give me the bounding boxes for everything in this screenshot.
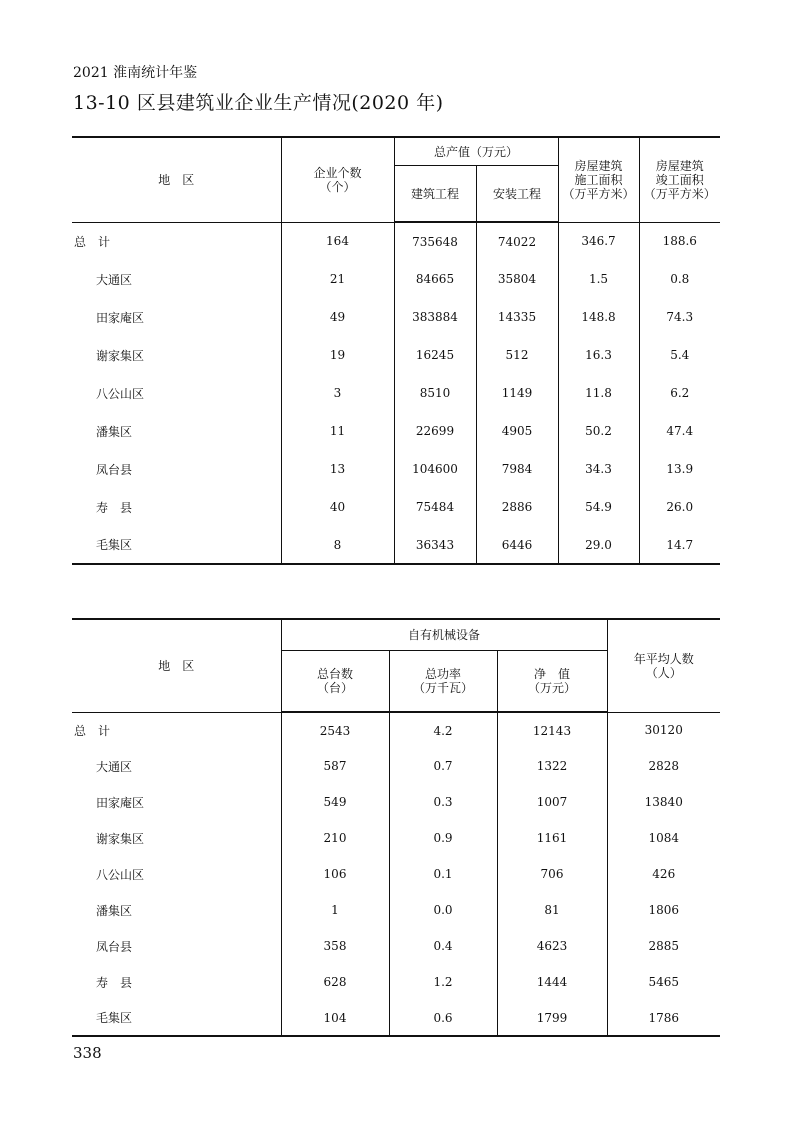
installation-value-cell: 7984: [476, 450, 558, 488]
average-staff-cell: 1084: [607, 820, 720, 856]
table-row: [72, 526, 720, 564]
total-power-cell: 0.9: [389, 820, 497, 856]
table-row: [72, 298, 720, 336]
construction-value-cell: 16245: [394, 336, 476, 374]
total-power-cell: 0.1: [389, 856, 497, 892]
enterprise-count-cell: 164: [281, 222, 394, 260]
page-number: 338: [73, 1044, 102, 1062]
net-value-cell: 1444: [497, 964, 607, 1000]
region-cell: 毛集区: [72, 1000, 281, 1036]
region-cell: 总 计: [74, 234, 111, 249]
construction-output-table: [72, 136, 720, 565]
machinery-equipment-table-body: [72, 712, 720, 1036]
table-row: [72, 784, 720, 820]
equipment-group-header: 自有机械设备: [281, 619, 607, 651]
total-units-cell: 628: [281, 964, 389, 1000]
total-units-cell: 587: [281, 748, 389, 784]
region-cell: 八公山区: [96, 386, 145, 401]
installation-value-cell: 512: [476, 336, 558, 374]
table-row: [72, 964, 720, 1000]
completed-area-cell: 13.9: [639, 450, 720, 488]
table-row: [72, 820, 720, 856]
total-power-cell: 0.4: [389, 928, 497, 964]
region-cell: 田家庵区: [96, 310, 145, 325]
region-cell: 潘集区: [96, 424, 133, 439]
installation-value-cell: 35804: [476, 260, 558, 298]
building-area-completed-header: 房屋建筑 竣工面积 （万平方米）: [639, 137, 720, 222]
table-row: [72, 748, 720, 784]
region-cell: 总 计: [74, 723, 111, 738]
completed-area-cell: 6.2: [639, 374, 720, 412]
average-staff-cell: 426: [607, 856, 720, 892]
table-row: [72, 892, 720, 928]
region-cell: 谢家集区: [96, 348, 145, 363]
total-units-cell: 549: [281, 784, 389, 820]
total-power-cell: 0.6: [389, 1000, 497, 1036]
net-value-cell: 1007: [497, 784, 607, 820]
region-cell: 八公山区: [96, 867, 145, 882]
average-staff-cell: 2885: [607, 928, 720, 964]
enterprise-count-header: 企业个数 （个）: [281, 137, 394, 222]
average-staff-cell: 5465: [607, 964, 720, 1000]
total-units-cell: 104: [281, 1000, 389, 1036]
installation-value-cell: 2886: [476, 488, 558, 526]
construction-output-table-body: [72, 222, 720, 564]
under-construction-area-cell: 34.3: [558, 450, 639, 488]
average-staff-cell: 1806: [607, 892, 720, 928]
region-cell: 毛集区: [72, 526, 281, 564]
average-staff-header: 年平均人数 （人）: [607, 619, 720, 712]
net-value-header: 净 值 （万元）: [497, 651, 607, 713]
table-title: 13-10 区县建筑业企业生产情况(2020 年): [73, 92, 444, 114]
region-cell: 潘集区: [96, 903, 133, 918]
installation-works-header: 安装工程: [476, 166, 558, 223]
region-cell: 寿 县: [96, 975, 133, 990]
under-construction-area-cell: 11.8: [558, 374, 639, 412]
total-power-cell: 4.2: [389, 712, 497, 748]
construction-value-cell: 22699: [394, 412, 476, 450]
machinery-equipment-table: [72, 618, 720, 1037]
total-units-cell: 210: [281, 820, 389, 856]
table-row: [72, 1000, 720, 1036]
total-row: [72, 712, 720, 748]
average-staff-cell: 13840: [607, 784, 720, 820]
completed-area-cell: 5.4: [639, 336, 720, 374]
net-value-cell: 4623: [497, 928, 607, 964]
completed-area-cell: 47.4: [639, 412, 720, 450]
total-units-header: 总台数 （台）: [281, 651, 389, 713]
table-row: [72, 856, 720, 892]
completed-area-cell: 0.8: [639, 260, 720, 298]
under-construction-area-cell: 29.0: [558, 526, 639, 564]
net-value-cell: 706: [497, 856, 607, 892]
region-cell: 大通区: [96, 272, 133, 287]
total-units-cell: 1: [281, 892, 389, 928]
average-staff-cell: 2828: [607, 748, 720, 784]
table-row: [72, 412, 720, 450]
total-units-cell: 106: [281, 856, 389, 892]
under-construction-area-cell: 1.5: [558, 260, 639, 298]
enterprise-count-cell: 3: [281, 374, 394, 412]
output-value-group-header: 总产值（万元）: [394, 137, 558, 166]
region-cell: 谢家集区: [96, 831, 145, 846]
construction-value-cell: 383884: [394, 298, 476, 336]
completed-area-cell: 74.3: [639, 298, 720, 336]
region-cell: 凤台县: [96, 462, 133, 477]
construction-works-header: 建筑工程: [394, 166, 476, 223]
region-header: 地 区: [72, 137, 281, 222]
total-power-cell: 0.7: [389, 748, 497, 784]
average-staff-cell: 30120: [607, 712, 720, 748]
net-value-cell: 81: [497, 892, 607, 928]
book-title: 2021 淮南统计年鉴: [73, 65, 198, 81]
net-value-cell: 1322: [497, 748, 607, 784]
table-row: [72, 336, 720, 374]
region-header: 地 区: [72, 619, 281, 712]
construction-value-cell: 75484: [394, 488, 476, 526]
region-cell: 寿 县: [96, 500, 133, 515]
total-power-cell: 0.0: [389, 892, 497, 928]
installation-value-cell: 14335: [476, 298, 558, 336]
net-value-cell: 12143: [497, 712, 607, 748]
enterprise-count-cell: 19: [281, 336, 394, 374]
installation-value-cell: 1149: [476, 374, 558, 412]
construction-value-cell: 36343: [394, 526, 476, 564]
table-row: [72, 260, 720, 298]
table-row: [72, 450, 720, 488]
table-row: [72, 928, 720, 964]
net-value-cell: 1799: [497, 1000, 607, 1036]
construction-value-cell: 735648: [394, 222, 476, 260]
region-cell: 大通区: [96, 759, 133, 774]
total-power-cell: 0.3: [389, 784, 497, 820]
installation-value-cell: 4905: [476, 412, 558, 450]
under-construction-area-cell: 148.8: [558, 298, 639, 336]
under-construction-area-cell: 16.3: [558, 336, 639, 374]
completed-area-cell: 14.7: [639, 526, 720, 564]
construction-value-cell: 8510: [394, 374, 476, 412]
under-construction-area-cell: 54.9: [558, 488, 639, 526]
region-cell: 凤台县: [96, 939, 133, 954]
total-units-cell: 358: [281, 928, 389, 964]
table-row: [72, 488, 720, 526]
enterprise-count-cell: 13: [281, 450, 394, 488]
enterprise-count-cell: 49: [281, 298, 394, 336]
net-value-cell: 1161: [497, 820, 607, 856]
building-area-under-construction-header: 房屋建筑 施工面积 （万平方米）: [558, 137, 639, 222]
enterprise-count-cell: 40: [281, 488, 394, 526]
total-power-header: 总功率 （万千瓦）: [389, 651, 497, 713]
installation-value-cell: 74022: [476, 222, 558, 260]
installation-value-cell: 6446: [476, 526, 558, 564]
under-construction-area-cell: 50.2: [558, 412, 639, 450]
enterprise-count-cell: 21: [281, 260, 394, 298]
enterprise-count-cell: 11: [281, 412, 394, 450]
total-row: [72, 222, 720, 260]
total-units-cell: 2543: [281, 712, 389, 748]
construction-value-cell: 84665: [394, 260, 476, 298]
construction-value-cell: 104600: [394, 450, 476, 488]
average-staff-cell: 1786: [607, 1000, 720, 1036]
total-power-cell: 1.2: [389, 964, 497, 1000]
completed-area-cell: 188.6: [639, 222, 720, 260]
under-construction-area-cell: 346.7: [558, 222, 639, 260]
completed-area-cell: 26.0: [639, 488, 720, 526]
enterprise-count-cell: 8: [281, 526, 394, 564]
region-cell: 田家庵区: [96, 795, 145, 810]
table-row: [72, 374, 720, 412]
